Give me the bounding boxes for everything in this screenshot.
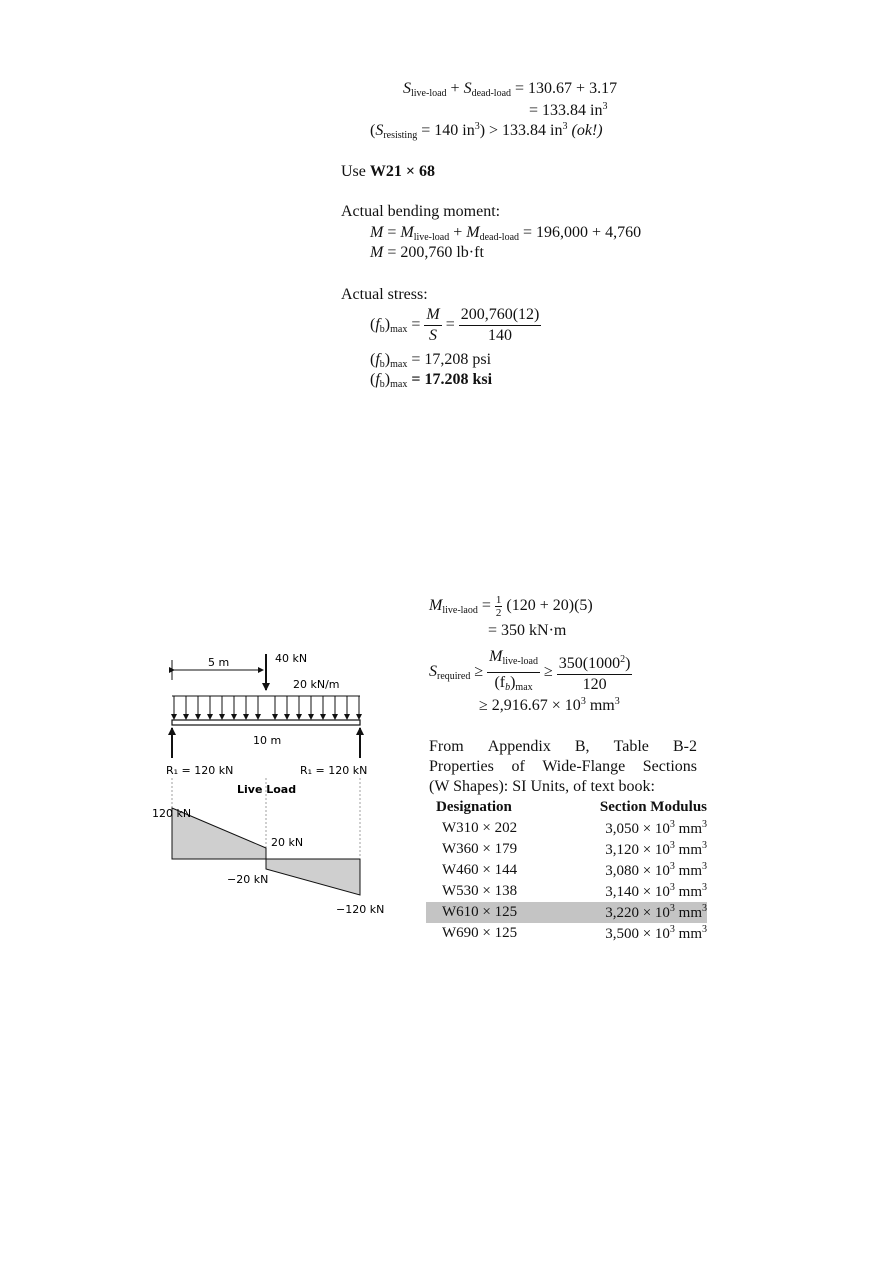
paren: ( [370, 316, 376, 334]
section-modulus-table [426, 797, 707, 944]
paren: ( [370, 371, 376, 388]
cell-modulus [555, 818, 707, 839]
word: of [511, 758, 525, 775]
m-live-equation [429, 594, 593, 619]
symbol-m: M [466, 224, 480, 241]
moment-equation [370, 224, 641, 243]
shear-negative-area [266, 859, 360, 895]
paren: ) [384, 316, 391, 334]
subscript: max [390, 379, 408, 390]
label-reaction-right: R₁ = 120 kN [300, 764, 368, 777]
cell-designation: W610 × 125 [426, 902, 555, 923]
table-row [426, 881, 707, 902]
exponent: 3 [702, 903, 707, 914]
exponent: 3 [562, 121, 568, 132]
paren: ) [625, 655, 631, 672]
cell-designation: W530 × 138 [442, 883, 518, 899]
subscript: resisting [383, 130, 418, 141]
value: 3,140 × 10 [605, 884, 670, 900]
subscript: live-load [413, 232, 450, 243]
value: 3,500 × 10 [605, 926, 670, 942]
stress-equation [370, 306, 541, 345]
operator: ≥ [474, 663, 484, 681]
paren: ) [384, 371, 391, 388]
header-designation: Designation [436, 799, 512, 815]
subscript: max [390, 324, 408, 336]
cell-designation: W690 × 125 [442, 925, 518, 941]
section-modulus-result [529, 101, 607, 120]
fraction-numeric [557, 651, 633, 694]
selected-section: W21 × 68 [369, 163, 436, 180]
equation-rhs: = 17,208 psi [411, 351, 492, 368]
cell-designation: W360 × 179 [442, 841, 518, 857]
exponent: 3 [702, 924, 707, 935]
cell-modulus [555, 902, 707, 923]
label-point-load: 40 kN [275, 652, 308, 665]
unit: mm [678, 884, 702, 900]
subscript: required [437, 671, 471, 683]
value: = 133.84 in [529, 102, 603, 119]
value: 2,916.67 × 10 [491, 697, 581, 714]
word: From [429, 738, 464, 755]
word: Properties [429, 758, 494, 775]
cell-modulus [555, 839, 707, 860]
word: Sections [642, 758, 697, 775]
label-shear-120: 120 kN [152, 807, 192, 820]
cell-modulus [555, 923, 707, 944]
operator: ≥ [479, 697, 488, 714]
fraction-stress [459, 306, 542, 345]
text: Use [341, 163, 370, 180]
symbol-m: M [400, 224, 414, 241]
appendix-line-1 [429, 738, 697, 758]
symbol-f: f [375, 351, 380, 368]
exponent: 3 [702, 840, 707, 851]
label-5m: 5 m [208, 656, 230, 669]
unit: mm [678, 842, 702, 858]
section-table-wrapper [426, 797, 707, 944]
equation-rhs: = 196,000 + 4,760 [523, 224, 642, 241]
ok-note: (ok!) [571, 122, 603, 139]
section-modulus-check [370, 121, 603, 141]
text: (f [494, 674, 506, 691]
table-row [426, 923, 707, 944]
fraction-half [495, 594, 503, 619]
exponent: 3 [702, 819, 707, 830]
subscript: max [515, 682, 533, 693]
section-modulus-sum [403, 80, 617, 99]
table-header-row [426, 797, 707, 818]
distributed-load-arrows [174, 696, 359, 719]
appendix-line-2 [429, 758, 697, 778]
denominator: S [429, 327, 438, 344]
exponent: 2 [620, 654, 626, 665]
cell-designation: W310 × 202 [442, 820, 518, 836]
operator: + [453, 224, 463, 241]
equation-rhs: = 200,760 lb·ft [387, 244, 484, 261]
symbol-f: f [375, 371, 380, 388]
word: Wide-Flange [542, 758, 626, 775]
fraction-m-over-s [424, 306, 441, 345]
use-section [341, 163, 435, 181]
exponent: 3 [669, 882, 675, 893]
subscript: b [379, 379, 385, 390]
value: 3,120 × 10 [605, 842, 670, 858]
word: Appendix [487, 738, 551, 755]
s-required-equation [429, 648, 632, 697]
table-row [426, 860, 707, 881]
symbol-s: S [375, 122, 384, 139]
table-row [426, 818, 707, 839]
exponent: 3 [669, 840, 675, 851]
word: Table [613, 738, 649, 755]
text: = 140 in [421, 122, 475, 139]
appendix-text [429, 738, 697, 798]
stress-psi [370, 351, 491, 370]
exponent: 3 [580, 696, 586, 707]
operator: = [411, 316, 421, 334]
symbol-m: M [489, 648, 503, 665]
exponent: 3 [702, 882, 707, 893]
value: 3,220 × 10 [605, 905, 670, 921]
equation-rhs: (120 + 20)(5) [506, 597, 593, 615]
beam-load-diagram [130, 640, 400, 930]
fraction-moment-over-stress [487, 648, 540, 697]
exponent: 3 [474, 121, 480, 132]
symbol-m: M [370, 244, 384, 261]
symbol-s: S [429, 663, 437, 681]
paren: ) [384, 351, 391, 368]
symbol-s: S [463, 80, 472, 97]
word: B, [574, 738, 590, 755]
symbol-m: M [429, 597, 443, 615]
unit: mm [678, 863, 702, 879]
moment-heading: Actual bending moment: [341, 203, 501, 220]
table-row [426, 839, 707, 860]
unit: mm [678, 821, 702, 837]
exponent: 3 [669, 819, 675, 830]
exponent: 3 [669, 861, 675, 872]
value: 3,050 × 10 [605, 821, 670, 837]
label-live-load: Live Load [237, 783, 297, 796]
subscript: dead-load [471, 88, 512, 99]
label-distributed-load: 20 kN/m [293, 678, 340, 691]
cell-modulus [555, 860, 707, 881]
subscript: max [390, 359, 408, 370]
subscript: b [505, 682, 511, 693]
operator: ≥ [543, 663, 553, 681]
denominator: 120 [582, 676, 607, 693]
operator: + [450, 80, 460, 97]
subscript: live-load [411, 88, 447, 99]
exponent: 3 [614, 696, 620, 707]
label-reaction-left: R₁ = 120 kN [166, 764, 234, 777]
numerator: 1 [495, 594, 502, 606]
subscript: live-laod [442, 605, 478, 617]
m-live-result: = 350 kN·m [488, 622, 567, 639]
numerator: 200,760(12) [459, 306, 542, 326]
stress-ksi [370, 371, 492, 390]
unit: mm [678, 926, 702, 942]
label-shear-neg20: −20 kN [227, 873, 269, 886]
symbol-m: M [370, 224, 384, 241]
symbol-f: f [375, 316, 380, 334]
subscript: dead-load [479, 232, 520, 243]
table-row-highlighted [426, 902, 707, 923]
paren: ( [370, 351, 376, 368]
symbol-s: S [403, 80, 411, 97]
beam [172, 720, 360, 725]
subscript: b [379, 324, 385, 336]
header-section-modulus: Section Modulus [599, 799, 707, 815]
label-shear-neg120: −120 kN [336, 903, 385, 916]
denominator: 2 [495, 607, 502, 619]
exponent: 3 [669, 903, 675, 914]
text: 350(1000 [558, 655, 621, 672]
word: B-2 [672, 738, 697, 755]
exponent: 3 [602, 101, 608, 112]
operator: = [387, 224, 397, 241]
subscript: b [379, 359, 385, 370]
moment-result [370, 244, 484, 262]
exponent: 3 [702, 861, 707, 872]
denominator: 140 [488, 327, 513, 344]
operator: = [481, 597, 491, 615]
text: ) > 133.84 in [479, 122, 563, 139]
label-shear-20: 20 kN [271, 836, 304, 849]
appendix-line-3: (W Shapes): SI Units, of text book: [429, 778, 655, 795]
operator: = [445, 316, 455, 334]
s-required-result [479, 696, 620, 715]
value: 3,080 × 10 [605, 863, 670, 879]
numerator: M [424, 306, 441, 326]
label-span: 10 m [253, 734, 282, 747]
equation-rhs: = 17.208 ksi [411, 371, 493, 388]
cell-designation: W460 × 144 [442, 862, 518, 878]
subscript: live-load [502, 656, 538, 667]
cell-modulus [555, 881, 707, 902]
unit: mm [678, 905, 702, 921]
paren: ) [510, 674, 516, 691]
exponent: 3 [669, 924, 675, 935]
unit: mm [589, 697, 615, 714]
stress-heading: Actual stress: [341, 286, 428, 303]
equation-rhs: = 130.67 + 3.17 [515, 80, 618, 97]
paren: ( [370, 122, 376, 139]
